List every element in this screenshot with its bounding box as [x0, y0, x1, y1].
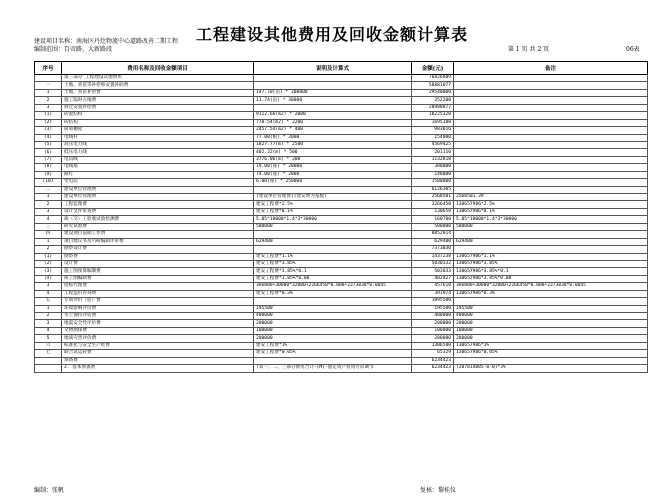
row-index-cell: 五 [35, 298, 62, 305]
remarks-cell [454, 127, 648, 134]
item-name-cell: 标准化与安全生产经费 [62, 342, 254, 349]
header-amount: 金额(元) [412, 62, 454, 75]
table-row [35, 141, 648, 148]
remarks-cell [454, 141, 648, 148]
item-name-cell: 高压电力线 [62, 141, 254, 148]
scope: 编制范围：百帝路、大新路段 [34, 46, 113, 53]
formula-cell: 建安工程费*0.05% [254, 350, 412, 357]
form-number: 06表 [626, 46, 640, 53]
item-name-cell: 竣工图编制费 [62, 275, 254, 282]
table-row [35, 342, 648, 349]
item-name-cell: 研究试验费 [62, 223, 254, 230]
formula-cell: 3776.06(m) * 300 [254, 156, 412, 163]
table-row [35, 327, 648, 334]
formula-cell: 402.22(m) * 500 [254, 149, 412, 156]
table-row [35, 82, 648, 89]
table-row [35, 298, 648, 305]
amount-cell: 4569425 [412, 141, 454, 148]
table-row [35, 283, 648, 290]
row-index-cell: (2) [35, 119, 62, 126]
amount-cell: 201110 [412, 149, 454, 156]
amount-cell: 76826809 [412, 75, 454, 82]
formula-cell: 366800+30000*32000+2266450*0.008+2373030*0.0045 [254, 283, 412, 290]
item-name-cell: 勘察费 [62, 253, 254, 260]
remarks-cell [454, 171, 648, 178]
amount-cell: 154000 [412, 134, 454, 141]
formula-cell: 19.00(座) * 20000 [254, 164, 412, 171]
table-row [35, 305, 648, 312]
item-name-cell: 专项评价（估）费 [62, 298, 254, 305]
row-index-cell: (6) [35, 149, 62, 156]
remarks-cell: 200000 [454, 320, 648, 327]
amount-cell: 2568501 [412, 194, 454, 201]
remarks-cell [454, 179, 648, 186]
remarks-cell [454, 75, 648, 82]
row-index-cell: 一 [35, 82, 62, 89]
remarks-cell: 130657986*1% [454, 342, 648, 349]
table-row [35, 320, 648, 327]
remarks-cell: 130657986*2.5% [454, 201, 648, 208]
header-index: 序号 [35, 62, 62, 75]
remarks-cell: 100000 [454, 327, 648, 334]
item-name-cell: 土地、青苗补偿费 [62, 89, 254, 96]
table-row [35, 156, 648, 163]
remarks-cell [454, 97, 648, 104]
row-index-cell: 4 [35, 216, 62, 223]
formula-cell: 建安工程费*3.85% [254, 260, 412, 267]
row-index-cell: (5) [35, 141, 62, 148]
formula-cell: 5.05*10000*1.4*3*30000 [254, 216, 412, 223]
amount-cell: 1437238 [412, 253, 454, 260]
row-index-cell: 3 [35, 320, 62, 327]
table-row [35, 134, 648, 141]
row-index-cell: 3 [35, 208, 62, 215]
formula-cell: 6.00(座) * 250000 [254, 179, 412, 186]
table-row [35, 216, 648, 223]
header-remarks: 备注 [454, 62, 648, 75]
formula-cell: 74.00(座) * 2000 [254, 171, 412, 178]
amount-cell: 500000 [412, 223, 454, 230]
row-index-cell: (4) [35, 275, 62, 282]
remarks-cell: 195500 [454, 305, 648, 312]
footer-reviewer: 复核：黎桂仪 [420, 487, 457, 494]
item-name-cell: 电线杆 [62, 134, 254, 141]
formula-cell: 400000 [254, 313, 412, 320]
cost-table [34, 61, 648, 373]
row-index-cell [35, 357, 62, 364]
formula-cell [254, 82, 412, 89]
table-row [35, 290, 648, 297]
row-index-cell: 4 [35, 327, 62, 334]
page-info: 第 1 页 共 2 页 [508, 46, 550, 53]
row-index-cell: 六 [35, 342, 62, 349]
formula-cell: 100000 [254, 327, 412, 334]
remarks-cell [454, 231, 648, 238]
table-row [35, 164, 648, 171]
remarks-cell [454, 149, 648, 156]
item-name-cell: 拆迁安置补偿费 [62, 104, 254, 111]
remarks-cell [454, 298, 648, 305]
remarks-cell [454, 119, 648, 126]
amount-cell: 1132818 [412, 156, 454, 163]
amount-cell: 6234423 [412, 357, 454, 364]
remarks-cell: 5.05*10000*1.4*3*30000 [454, 216, 648, 223]
item-name-cell: 工程监理费 [62, 201, 254, 208]
remarks-cell [454, 82, 648, 89]
amount-cell: 130658 [412, 208, 454, 215]
amount-cell: 7373030 [412, 246, 454, 253]
amount-cell: 983016 [412, 127, 454, 134]
table-row [35, 268, 648, 275]
amount-cell: 58881077 [412, 82, 454, 89]
item-name-cell: 建设项目前期工作费 [62, 231, 254, 238]
formula-cell: [建设单位管理费](建安费为基数) [254, 194, 412, 201]
table-row [35, 112, 648, 119]
item-name-cell: 土地、青苗等补偿和安置补助费 [62, 82, 254, 89]
table-row [35, 350, 648, 357]
item-name-cell: 2. 基本预备费 [62, 365, 254, 372]
row-index-cell: (4) [35, 134, 62, 141]
formula-cell: 778.54(m2) * 2200 [254, 119, 412, 126]
remarks-cell: 130657986*0.3% [454, 290, 648, 297]
remarks-cell: 400000 [454, 313, 648, 320]
item-name-cell: 勘察设计费 [62, 246, 254, 253]
item-name-cell: 地质灾害评价费 [62, 335, 254, 342]
table-row [35, 171, 648, 178]
row-index-cell: 3 [35, 104, 62, 111]
remarks-cell [454, 89, 648, 96]
amount-cell: 1695188 [412, 119, 454, 126]
remarks-cell: 130657986*3.85%*0.08 [454, 275, 648, 282]
formula-cell: (第一、二、三部分费用合计-[M]-固定资产投资方向调节 [254, 365, 412, 372]
table-row [35, 238, 648, 245]
item-name-cell: 砖结构 [62, 119, 254, 126]
amount-cell: 400000 [412, 313, 454, 320]
row-index-cell: 2 [35, 313, 62, 320]
remarks-cell [454, 104, 648, 111]
formula-cell [254, 246, 412, 253]
amount-cell: 1095500 [412, 298, 454, 305]
item-name-cell: 工程造价咨询费 [62, 290, 254, 297]
item-name-cell: 简易棚屋 [62, 127, 254, 134]
amount-cell: 65329 [412, 350, 454, 357]
row-index-cell: 5 [35, 335, 62, 342]
row-index-cell: 2 [35, 246, 62, 253]
formula-cell: 建安工程费*1% [254, 342, 412, 349]
page-title: 工程建设其他费用及回收金额计算表 [195, 25, 468, 44]
table-row [35, 119, 648, 126]
formula-cell: 200000 [254, 320, 412, 327]
item-name-cell: 建设单位管理费 [62, 194, 254, 201]
item-name-cell: 地震安全性评价费 [62, 320, 254, 327]
formula-cell: 147.70(亩) * 200000 [254, 89, 412, 96]
amount-cell: 1500000 [412, 179, 454, 186]
formula-cell: 9112.66(m2) * 2000 [254, 112, 412, 119]
item-name-cell: 第三部分 工程建设其他费用 [62, 75, 254, 82]
formula-cell: 200000 [254, 335, 412, 342]
table-row [35, 194, 648, 201]
remarks-cell [454, 134, 648, 141]
row-index-cell: (8) [35, 164, 62, 171]
remarks-cell: 130657986*3.85% [454, 260, 648, 267]
item-name-cell: 施工临时占地费 [62, 97, 254, 104]
remarks-cell: 366800+30000*32000+2266450*0.008+2373030*0.0045 [454, 283, 648, 290]
amount-cell: 200000 [412, 320, 454, 327]
remarks-cell: 2568501.39 [454, 194, 648, 201]
formula-cell: 195500 [254, 305, 412, 312]
amount-cell: 148000 [412, 171, 454, 178]
amount-cell: 6126305 [412, 186, 454, 193]
remarks-cell [454, 357, 648, 364]
row-index-cell: 三 [35, 223, 62, 230]
table-header-row [35, 62, 648, 75]
formula-cell [254, 231, 412, 238]
table-row [35, 365, 648, 372]
remarks-cell: 130657986*1.1% [454, 253, 648, 260]
remarks-cell [454, 186, 648, 193]
formula-cell [254, 186, 412, 193]
item-name-cell: 预备费 [62, 357, 254, 364]
item-name-cell: 建设单位管理费 [62, 186, 254, 193]
table-row [35, 260, 648, 267]
table-row [35, 127, 648, 134]
remarks-cell: 130657986*0.1% [454, 208, 648, 215]
row-index-cell: 2 [35, 201, 62, 208]
formula-cell [254, 357, 412, 364]
remarks-cell: 500000 [454, 223, 648, 230]
item-name-cell: 低压电力线 [62, 149, 254, 156]
amount-cell: 28988877 [412, 104, 454, 111]
item-name-cell: 竣（交）工验收试验检测费 [62, 216, 254, 223]
formula-cell: 500000 [254, 223, 412, 230]
row-index-cell: 四 [35, 231, 62, 238]
item-name-cell: 项目建议书及可研编制评审费 [62, 238, 254, 245]
row-index-cell: 1 [35, 238, 62, 245]
remarks-cell: 629400 [454, 238, 648, 245]
item-name-cell: 设计费 [62, 260, 254, 267]
table-row [35, 313, 648, 320]
project-name: 建设项目名称：南海区丹灶物流中心道路改善二期工程 [34, 38, 179, 45]
formula-cell [254, 104, 412, 111]
amount-cell: 195500 [412, 305, 454, 312]
formula-cell [254, 75, 412, 82]
table-row [35, 149, 648, 156]
item-name-cell: 水土保持评估费 [62, 313, 254, 320]
row-index-cell [35, 365, 62, 372]
remarks-cell [454, 164, 648, 171]
item-name-cell: 施工图预算编制费 [62, 268, 254, 275]
amount-cell: 1306580 [412, 342, 454, 349]
remarks-cell: 200000 [454, 335, 648, 342]
amount-cell: 160700 [412, 216, 454, 223]
row-index-cell: 3 [35, 283, 62, 290]
amount-cell: 391974 [412, 290, 454, 297]
table-row [35, 104, 648, 111]
formula-cell: 11.74(亩) * 30000 [254, 97, 412, 104]
amount-cell: 5030332 [412, 260, 454, 267]
item-name-cell: 联合试运转费 [62, 350, 254, 357]
amount-cell: 8852014 [412, 231, 454, 238]
formula-cell: 629400 [254, 238, 412, 245]
row-index-cell: (2) [35, 260, 62, 267]
table-row [35, 75, 648, 82]
amount-cell: 503033 [412, 268, 454, 275]
amount-cell: 352200 [412, 97, 454, 104]
formula-cell: 建安工程费*0.1% [254, 208, 412, 215]
row-index-cell: (1) [35, 253, 62, 260]
table-row [35, 186, 648, 193]
item-name-cell: 设计文件审查费 [62, 208, 254, 215]
formula-cell: 建安工程费*0.3% [254, 290, 412, 297]
table-row [35, 201, 648, 208]
table-row [35, 335, 648, 342]
remarks-cell: 130657986*0.05% [454, 350, 648, 357]
table-row [35, 97, 648, 104]
item-name-cell: 招标代理费 [62, 283, 254, 290]
item-name-cell: 电讯线 [62, 156, 254, 163]
amount-cell: 100000 [412, 327, 454, 334]
item-name-cell: 路灯 [62, 171, 254, 178]
row-index-cell: (9) [35, 171, 62, 178]
remarks-cell [454, 156, 648, 163]
footer-preparer: 编制：张帆 [34, 487, 65, 494]
remarks-cell [454, 246, 648, 253]
formula-cell: 建安工程费*1.1% [254, 253, 412, 260]
formula-cell: 77.00(根) * 2000 [254, 134, 412, 141]
table-row [35, 275, 648, 282]
row-index-cell: 1 [35, 89, 62, 96]
row-index-cell: (7) [35, 156, 62, 163]
amount-cell: 457610 [412, 283, 454, 290]
formula-cell: 建安工程费*3.85%*0.1 [254, 268, 412, 275]
table-row [35, 223, 648, 230]
header-formula: 说明及计算式 [254, 62, 412, 75]
table-row [35, 357, 648, 364]
table-row [35, 246, 648, 253]
amount-cell: 3266450 [412, 201, 454, 208]
table-row [35, 208, 648, 215]
row-index-cell: 1 [35, 194, 62, 201]
amount-cell: 380000 [412, 164, 454, 171]
row-index-cell: 二 [35, 186, 62, 193]
item-name-cell: 变电站 [62, 179, 254, 186]
row-index-cell: 1 [35, 305, 62, 312]
formula-cell: 建安工程费*2.5% [254, 201, 412, 208]
remarks-cell: 130657986*3.85%*0.1 [454, 268, 648, 275]
table-row [35, 179, 648, 186]
row-index-cell: (3) [35, 127, 62, 134]
amount-cell: 29540000 [412, 89, 454, 96]
remarks-cell: (207814085-0-0)*3% [454, 365, 648, 372]
amount-cell: 18225320 [412, 112, 454, 119]
amount-cell: 6234423 [412, 365, 454, 372]
amount-cell: 402427 [412, 275, 454, 282]
row-index-cell: (1) [35, 112, 62, 119]
row-index-cell: (3) [35, 268, 62, 275]
formula-cell [254, 298, 412, 305]
table-row [35, 231, 648, 238]
item-name-cell: 环境影响评价费 [62, 305, 254, 312]
row-index-cell: 4 [35, 290, 62, 297]
header-item-name: 费用名称及回收金额项目 [62, 62, 254, 75]
formula-cell: 1827.77(m) * 2500 [254, 141, 412, 148]
remarks-cell [454, 112, 648, 119]
item-name-cell: 电线塔 [62, 164, 254, 171]
row-index-cell: 七 [35, 350, 62, 357]
amount-cell: 629400 [412, 238, 454, 245]
formula-cell: 2457.54(m2) * 400 [254, 127, 412, 134]
formula-cell: 建安工程费*3.85%*0.08 [254, 275, 412, 282]
item-name-cell: 砖混结构 [62, 112, 254, 119]
row-index-cell: 2 [35, 97, 62, 104]
row-index-cell: (10) [35, 179, 62, 186]
table-row [35, 89, 648, 96]
item-name-cell: 文物勘探费 [62, 327, 254, 334]
row-index-cell [35, 75, 62, 82]
amount-cell: 200000 [412, 335, 454, 342]
table-row [35, 253, 648, 260]
